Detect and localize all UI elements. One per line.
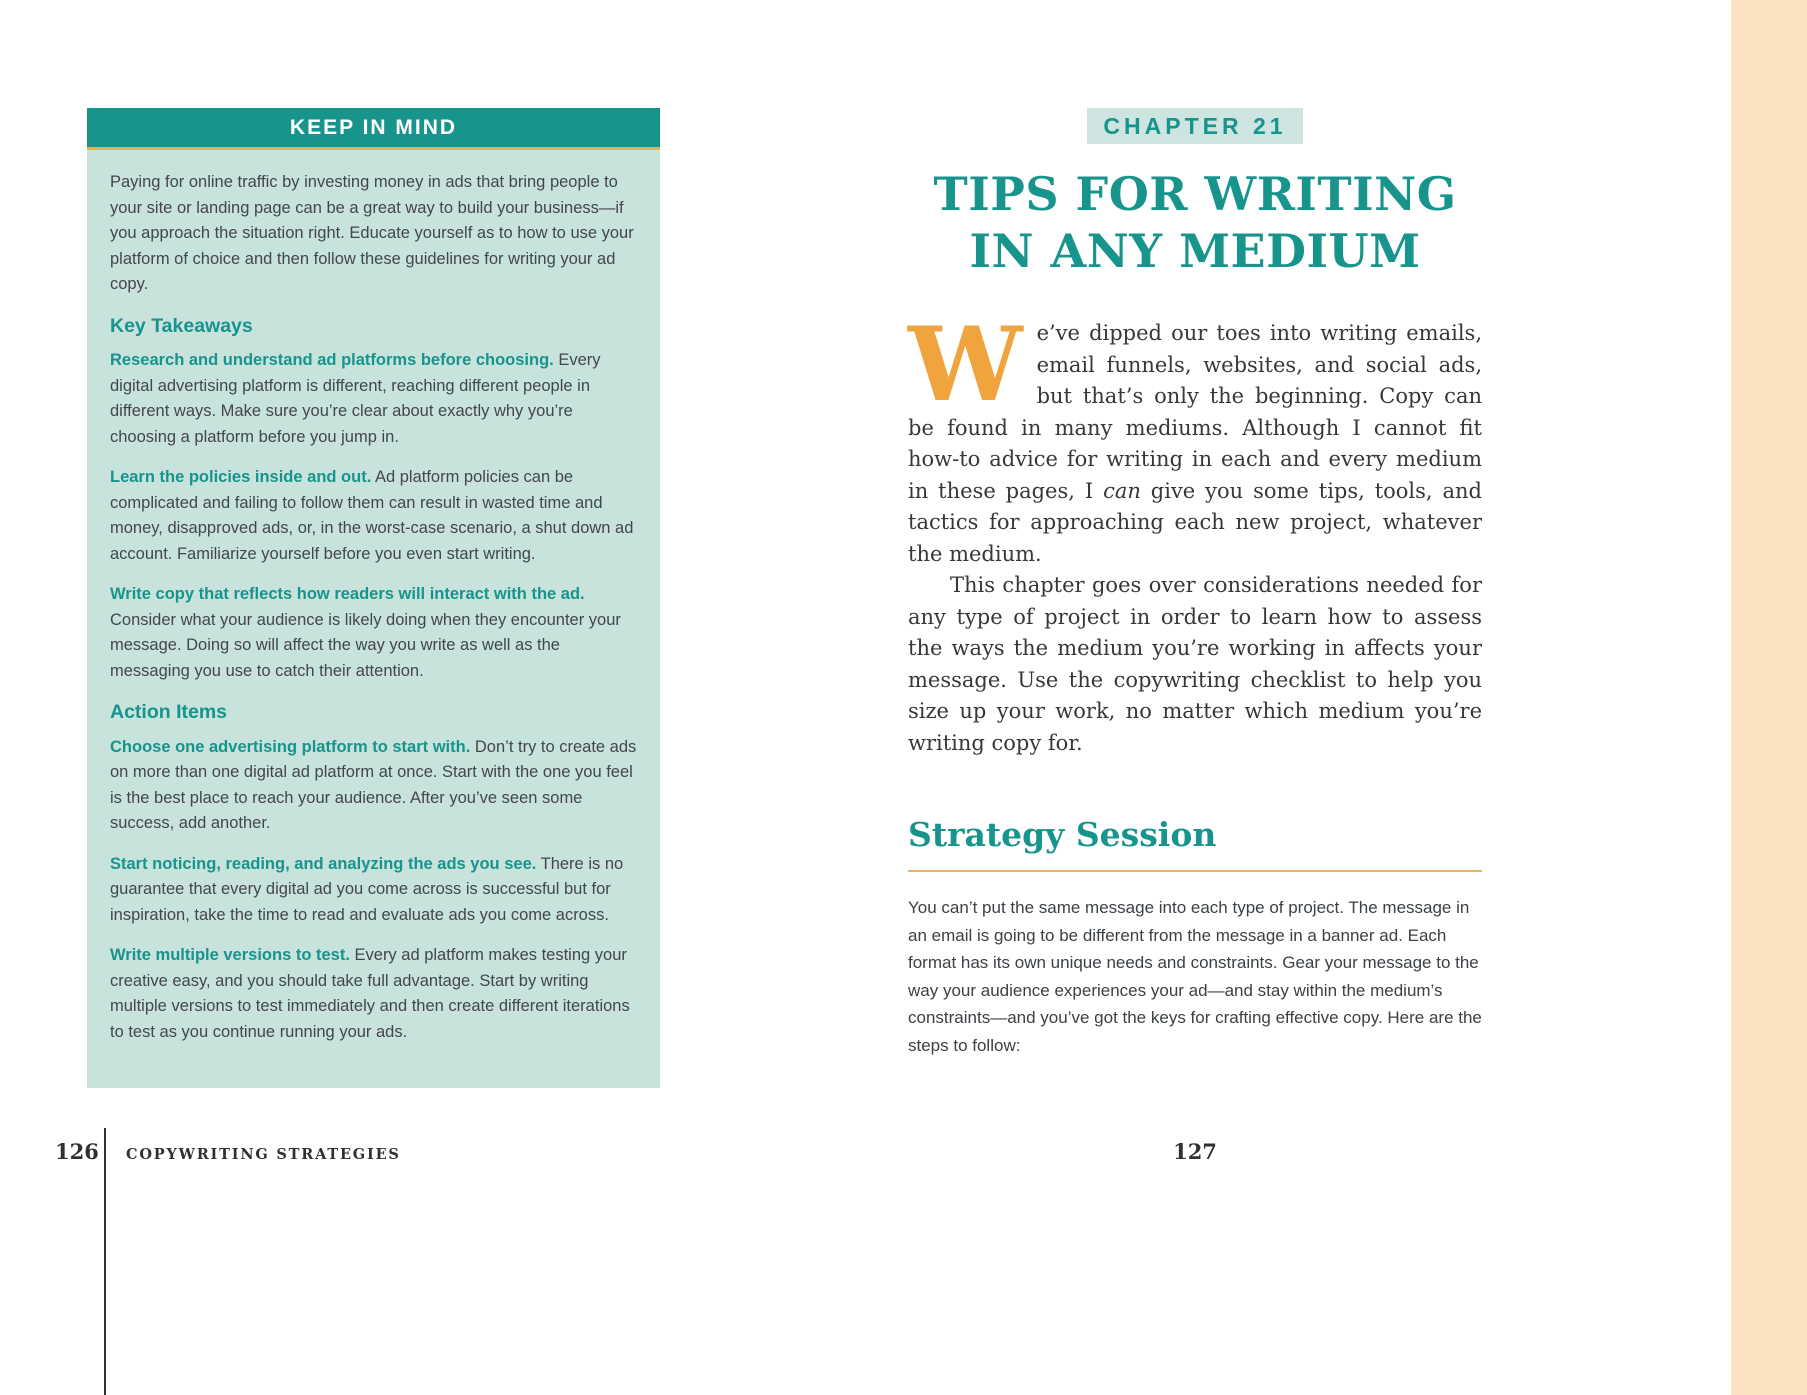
strategy-session-heading: Strategy Session: [908, 815, 1217, 854]
strategy-paragraph: You can’t put the same message into each type of project. The message in an email is going to be different from the message in a banner ad. Each format has its own unique needs and constraints. Gear your message to the way your audience experiences your ad—and stay within the medium’s constraints—and you’ve got the keys for crafting effective copy. Here are the steps to follow:: [908, 898, 1482, 1055]
second-paragraph: This chapter goes over considerations needed for any type of project in order to learn how to assess the ways the medium you’re working in affects your message. Use the copywriting checklist to help you size up your work, no matter which medium you’re writing copy for.: [908, 573, 1482, 755]
list-item: [110, 852, 637, 929]
item-body: Consider what your audience is likely doing when they encounter your message. Doing so will affect the way you write as well as the messaging you use to catch their attention.: [110, 610, 621, 680]
footer-divider-line: [104, 1128, 106, 1395]
item-lead: Learn the policies inside and out.: [110, 468, 372, 486]
item-lead: Choose one advertising platform to start with.: [110, 737, 471, 756]
list-item: [110, 465, 637, 567]
item-body: Don’t try to create ads on more than one digital ad platform at once. Start with the one you feel is the best place to reach your audience. After you’ve seen some success, add another.: [110, 737, 637, 832]
box-intro-paragraph: Paying for online traffic by investing money in ads that bring people to your site or landing page can be a great way to build your business—if you approach the situation right. Educate yourself as to how to use your platform of choice and then follow these guidelines for writing your ad copy.: [110, 173, 634, 293]
chapter-label-row: [908, 108, 1482, 144]
paragraph-text: e’ve dipped our toes into writing emails, email funnels, websites, and social ads, but that’s only the beginning. Copy can be found in many mediums. Although I cannot fit how-to advice for writing in each and every medium in these pages, I: [908, 321, 1482, 503]
keep-in-mind-title: KEEP IN MIND: [289, 116, 458, 139]
running-title: COPYWRITING STRATEGIES: [126, 1146, 401, 1163]
box-section-heading-key-takeaways: Key Takeaways: [110, 314, 253, 337]
item-lead: Write copy that reflects how readers will interact with the ad.: [110, 585, 585, 603]
italic-word: can: [1103, 478, 1141, 503]
item-body: Every ad platform makes testing your creative easy, and you should take full advantage. Start by writing multiple versions to test immediately and then create different iterations to test as you continue running your ads.: [110, 946, 630, 1041]
list-item: [110, 348, 637, 450]
keep-in-mind-header: [87, 108, 660, 150]
chapter-label: CHAPTER 21: [1087, 108, 1302, 144]
chapter-title-line-1: TIPS FOR WRITING: [933, 167, 1457, 221]
box-section-heading-action-items: Action Items: [110, 701, 228, 723]
list-item: [110, 582, 637, 684]
keep-in-mind-content: [87, 150, 660, 1088]
keep-in-mind-box: [87, 108, 660, 1088]
page-number-right: 127: [1173, 1139, 1217, 1164]
item-lead: Start noticing, reading, and analyzing the ads you see.: [110, 854, 537, 873]
item-body: There is no guarantee that every digital ad you come across is successful but for inspiration, take the time to read and evaluate ads you come across.: [110, 854, 624, 924]
page-number-left: 126: [55, 1139, 99, 1164]
item-body: Ad platform policies can be complicated and failing to follow them can result in wasted time and money, disapproved ads, or, in the worst-case scenario, a shut down ad account. Familiarize yourself before you even start writing.: [110, 468, 634, 563]
list-item: [110, 735, 637, 837]
chapter-title-line-2: IN ANY MEDIUM: [969, 224, 1421, 278]
opening-paragraph: [908, 305, 1482, 570]
item-lead: Write multiple versions to test.: [110, 946, 350, 964]
strategy-rule: [908, 870, 1482, 872]
drop-cap: W: [908, 305, 1023, 425]
right-page: [908, 108, 1482, 1059]
item-body: Every digital advertising platform is different, reaching different people in different ways. Make sure you’re clear about exactly why you’re choosing a platform before you jump in.: [110, 351, 601, 446]
paragraph-text: give you some tips, tools, and tactics for approaching each new project, whatever the medium.: [908, 478, 1482, 566]
item-lead: Research and understand ad platforms before choosing.: [110, 351, 554, 369]
page-edge-strip: [1731, 0, 1807, 1395]
chapter-title: [908, 166, 1482, 280]
list-item: [110, 943, 637, 1045]
